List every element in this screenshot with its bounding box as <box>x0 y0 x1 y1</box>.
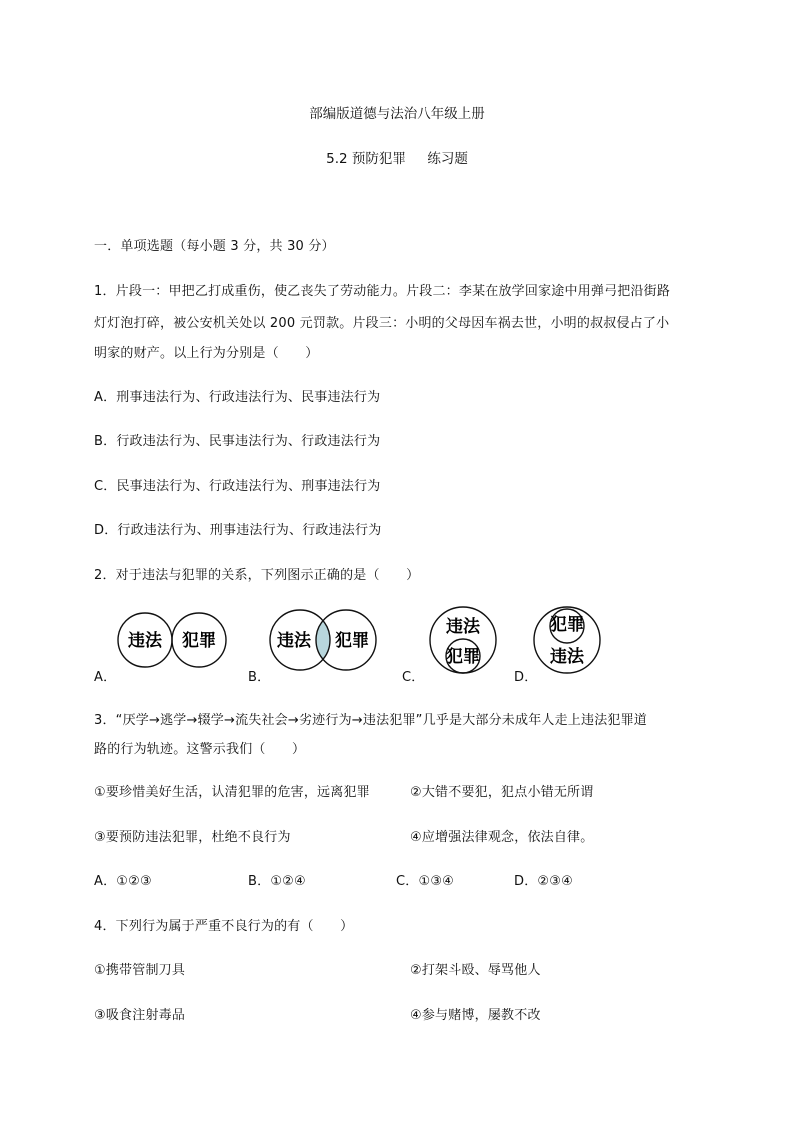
q4-stem: 4．下列行为属于严重不良行为的有（ ） <box>94 919 354 934</box>
q3-item-3: ③要预防违法犯罪，杜绝不良行为 <box>94 830 291 845</box>
q4-item-3: ③吸食注射毒品 <box>94 1008 186 1023</box>
crime-label: 犯罪 <box>182 631 216 651</box>
illegal-label: 违法 <box>277 631 311 651</box>
crime-label: 犯罪 <box>550 615 584 635</box>
illegal-label: 违法 <box>550 647 584 667</box>
q1-option-b[interactable]: B．行政违法行为、民事违法行为、行政违法行为 <box>94 434 381 449</box>
section-heading: 一．单项选题（每小题 3 分，共 30 分） <box>94 239 335 254</box>
q4-item-4: ④参与赌博，屡教不改 <box>410 1008 541 1023</box>
q4-item-2: ②打架斗殴、辱骂他人 <box>410 963 541 978</box>
q2-diagram-d[interactable] <box>530 598 606 686</box>
crime-label: 犯罪 <box>446 647 480 667</box>
q1-stem-line-3: 明家的财产。以上行为分别是（ ） <box>94 346 319 361</box>
q3-stem-line-2: 路的行为轨迹。这警示我们（ ） <box>94 742 306 757</box>
q3-item-4: ④应增强法律观念，依法自律。 <box>410 830 594 845</box>
q3-option-c[interactable]: C．①③④ <box>396 874 455 889</box>
q2-option-c-letter[interactable]: C． <box>402 670 425 685</box>
q3-item-2: ②大错不要犯，犯点小错无所谓 <box>410 785 594 800</box>
q1-option-d[interactable]: D．行政违法行为、刑事违法行为、行政违法行为 <box>94 523 382 538</box>
illegal-label: 违法 <box>446 617 480 637</box>
q1-option-a[interactable]: A．刑事违法行为、行政违法行为、民事违法行为 <box>94 390 381 405</box>
q4-item-1: ①携带管制刀具 <box>94 963 186 978</box>
q2-option-a-letter[interactable]: A． <box>94 670 117 685</box>
q3-item-1: ①要珍惜美好生活，认清犯罪的危害，远离犯罪 <box>94 785 370 800</box>
q1-stem-line-1: 1．片段一：甲把乙打成重伤，使乙丧失了劳动能力。片段二：李某在放学回家途中用弹弓把沿街路 <box>94 284 671 299</box>
page-subtitle: 5.2 预防犯罪 练习题 <box>326 151 468 167</box>
illegal-label: 违法 <box>128 631 162 651</box>
q3-option-a[interactable]: A．①②③ <box>94 874 152 889</box>
q3-option-b[interactable]: B．①②④ <box>248 874 306 889</box>
page-title: 部编版道德与法治八年级上册 <box>309 106 485 122</box>
q2-diagram-b[interactable] <box>268 598 378 686</box>
q2-option-d-letter[interactable]: D． <box>514 670 538 685</box>
crime-label: 犯罪 <box>335 631 369 651</box>
q2-stem: 2．对于违法与犯罪的关系，下列图示正确的是（ ） <box>94 568 420 583</box>
q1-option-c[interactable]: C．民事违法行为、行政违法行为、刑事违法行为 <box>94 479 381 494</box>
q3-option-d[interactable]: D．②③④ <box>514 874 573 889</box>
q3-stem-line-1: 3．“厌学→逃学→辍学→流失社会→劣迹行为→违法犯罪”几乎是大部分未成年人走上违法犯罪道 <box>94 713 648 728</box>
q2-diagram-c[interactable] <box>426 598 502 686</box>
q1-stem-line-2: 灯灯泡打碎，被公安机关处以 200 元罚款。片段三：小明的父母因车祸去世，小明的叔叔侵占了小 <box>94 316 670 331</box>
q2-diagram-a[interactable] <box>116 598 232 686</box>
q2-option-b-letter[interactable]: B． <box>248 670 271 685</box>
